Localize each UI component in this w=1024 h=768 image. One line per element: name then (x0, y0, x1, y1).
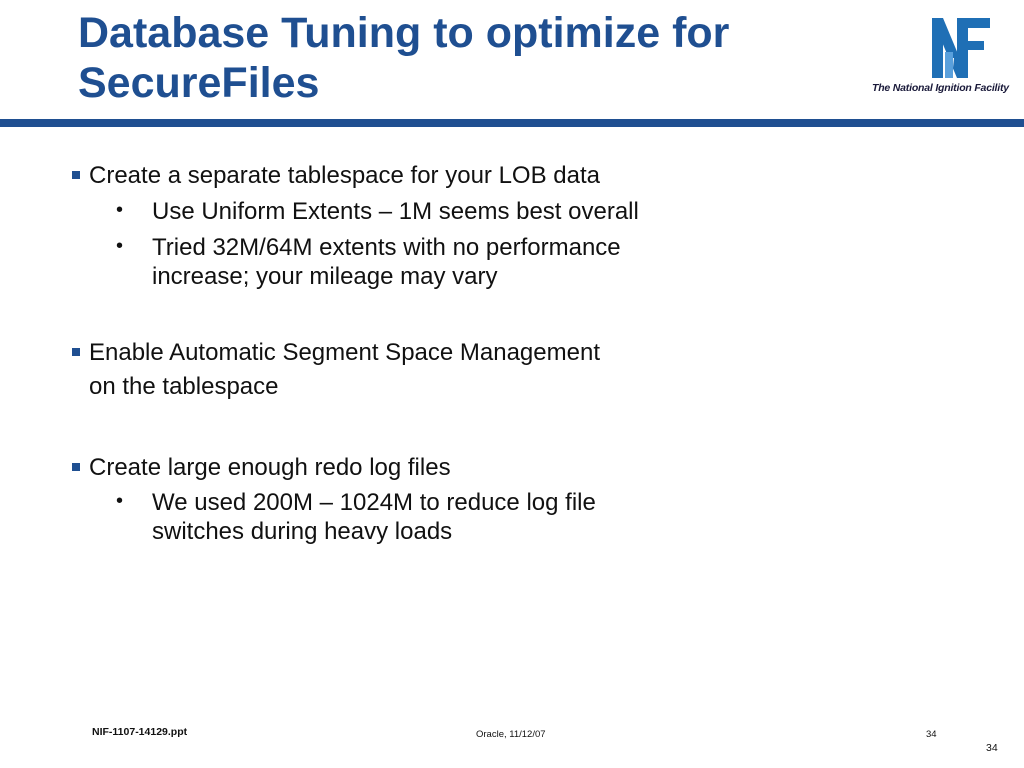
logo-caption: The National Ignition Facility (872, 82, 1009, 94)
bullet-1-text: Create a separate tablespace for your LOB data (89, 162, 600, 189)
bullet-2-line-2: on the tablespace (89, 373, 279, 400)
round-bullet-icon: • (116, 490, 124, 512)
footer-center-text: Oracle, 11/12/07 (476, 729, 546, 740)
bullet-3-text: Create large enough redo log files (89, 454, 451, 481)
square-bullet-icon (72, 171, 80, 179)
round-bullet-icon: • (116, 199, 124, 221)
square-bullet-icon (72, 463, 80, 471)
round-bullet-icon: • (116, 235, 124, 257)
footer-filename: NIF-1107-14129.ppt (92, 726, 188, 738)
slide-title-line-2: SecureFiles (78, 59, 320, 107)
slide-number: 34 (986, 742, 998, 754)
footer-page-number: 34 (926, 729, 937, 740)
square-bullet-icon (72, 348, 80, 356)
bullet-1-sub-2-line-1: Tried 32M/64M extents with no performance (152, 234, 621, 261)
bullet-2-line-1: Enable Automatic Segment Space Management (89, 339, 600, 366)
bullet-3-sub-1-line-2: switches during heavy loads (152, 518, 453, 545)
slide-title-line-1: Database Tuning to optimize for (78, 9, 730, 57)
bullet-1-sub-1: Use Uniform Extents – 1M seems best overall (152, 198, 639, 225)
bullet-3-sub-1-line-1: We used 200M – 1024M to reduce log file (152, 489, 596, 516)
bullet-1-sub-2-line-2: increase; your mileage may vary (152, 263, 498, 290)
